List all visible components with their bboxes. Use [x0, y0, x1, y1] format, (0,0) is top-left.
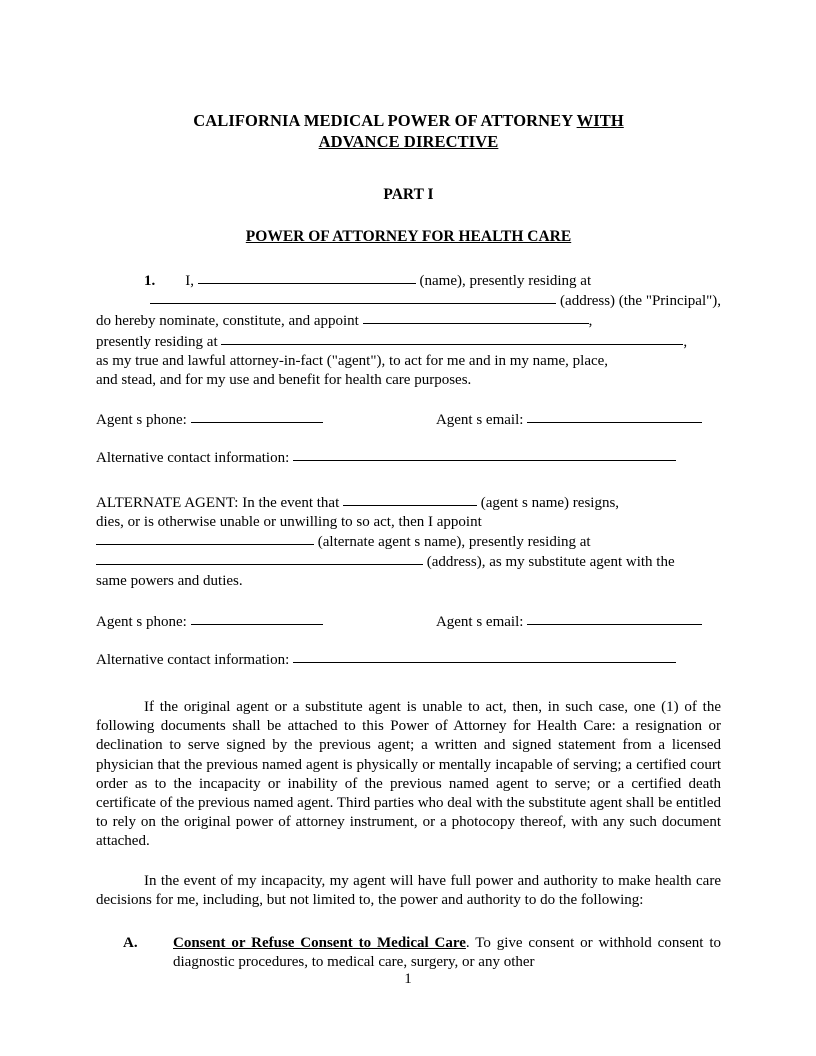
part-heading: PART I: [383, 186, 434, 203]
clause-one-line-3: [96, 311, 721, 331]
document-body: [96, 0, 721, 972]
page-number: 1: [404, 971, 412, 987]
clause-one-line1-post: (name), presently residing at: [419, 273, 592, 289]
item-title-a: Consent or Refuse Consent to Medical Care: [173, 935, 466, 952]
clause-one-number: 1.: [144, 273, 156, 289]
clause-one: [96, 247, 721, 390]
alternate-agent-clause: [96, 493, 721, 592]
agent-alt-contact-label-primary: Alternative contact information:: [96, 450, 290, 467]
agent-phone-label-alternate: Agent s phone:: [96, 613, 187, 630]
alternate-agent-heading: ALTERNATE AGENT: [96, 494, 235, 511]
item-letter-a: A.: [123, 935, 138, 952]
alternate-agent-line-5: same powers and duties.: [96, 573, 243, 590]
paragraph-incapacity: In the event of my incapacity, my agent will have full power and authority to make health care decisions for me, including, but not limited to, the power and authority to do the following:: [96, 872, 721, 908]
agent-phone-blank-alternate[interactable]: [191, 612, 323, 625]
clause-one-line1-pre: I,: [185, 273, 194, 289]
agent-phone-group-primary: [96, 410, 433, 430]
alternate-agent-line-2: dies, or is otherwise unable or unwilling to so act, then I appoint: [96, 513, 482, 530]
clause-one-line-4: [96, 332, 721, 352]
principal-address-blank[interactable]: [150, 291, 556, 304]
paragraph-substitute-agent: If the original agent or a substitute agent is unable to act, then, in such case, one (1) of the following documents shall be attached to this Power of Attorney for Health Care: a resignation or declination to serve signed by the previous agent; a written and signed statement from a licensed physician that the previous named agent is physically or mentally incapable of serving; a certified court order as to the incapacity or inability of the previous named agent to serve; or a certified death certificate of the previous named agent. Third parties who deal with the substitute agent shall be entitled to rely on the original power of attorney instrument, or a photocopy thereof, with any such document attached.: [96, 699, 721, 850]
document-title: [96, 0, 721, 152]
alternate-agent-line1-pre: : In the event that: [234, 494, 340, 511]
item-body-a: . To give consent or withhold consent to diagnostic procedures, to medical care, surgery, or any other: [173, 935, 722, 971]
agent-phone-blank-primary[interactable]: [191, 410, 323, 423]
alternate-agent-line-1: [96, 493, 721, 513]
agent-email-label-alternate: Agent s email:: [435, 613, 524, 630]
agent-name-blank[interactable]: [363, 311, 589, 324]
principal-name-blank[interactable]: [198, 271, 416, 284]
clause-one-line4-comma: ,: [683, 333, 688, 350]
clause-one-line3-text: do hereby nominate, constitute, and appoint: [96, 313, 359, 330]
agent-email-blank-alternate[interactable]: [527, 612, 702, 625]
document-title-line2: ADVANCE DIRECTIVE: [318, 132, 499, 151]
agent-phone-group-alternate: [96, 612, 433, 632]
agent-address-blank[interactable]: [221, 332, 683, 345]
clause-one-line4-pre: presently residing at: [96, 333, 218, 350]
agent-alt-contact-label-alternate: Alternative contact information:: [96, 651, 290, 668]
agent-alt-contact-blank-alternate[interactable]: [293, 650, 676, 663]
alternate-agent-line4-post: (address), as my substitute agent with the: [426, 554, 675, 571]
agent-contact-alternate: [96, 612, 721, 632]
agent-email-group-alternate: [436, 614, 702, 630]
agent-contact-primary: [96, 410, 721, 430]
clause-one-line3-comma: ,: [588, 313, 593, 330]
agent-alt-contact-primary: [96, 448, 721, 468]
alternate-agent-line1-post: (agent s name) resigns,: [480, 494, 620, 511]
clause-one-line-2: [96, 291, 721, 311]
agent-email-label-primary: Agent s email:: [435, 412, 524, 429]
alternate-agent-name-blank[interactable]: [96, 532, 314, 545]
agent-alt-contact-blank-primary[interactable]: [293, 448, 676, 461]
clause-one-line-1: [96, 271, 721, 291]
agent-alt-contact-alternate: [96, 650, 721, 670]
document-title-line1-underlined: WITH: [576, 111, 624, 130]
clause-one-line-6: and stead, and for my use and benefit for health care purposes.: [96, 372, 472, 389]
alternate-agent-line3-post: (alternate agent s name), presently residing at: [317, 534, 591, 551]
section-heading: POWER OF ATTORNEY FOR HEALTH CARE: [245, 228, 572, 245]
alternate-agent-address-blank[interactable]: [96, 552, 423, 565]
document-title-line1-main: CALIFORNIA MEDICAL POWER OF ATTORNEY: [193, 111, 577, 130]
agent-email-group-primary: [436, 412, 702, 428]
list-item: [96, 934, 721, 972]
alternate-agent-line-3: [96, 532, 721, 552]
agent-email-blank-primary[interactable]: [527, 410, 702, 423]
alternate-agent-line-4: [96, 552, 721, 572]
agent-phone-label-primary: Agent s phone:: [96, 412, 187, 429]
alternate-trigger-agent-name-blank[interactable]: [343, 493, 477, 506]
clause-one-line2-post: (address) (the "Principal"),: [560, 293, 721, 310]
clause-one-line-5: as my true and lawful attorney-in-fact ("agent"), to act for me and in my name, place,: [96, 352, 609, 369]
